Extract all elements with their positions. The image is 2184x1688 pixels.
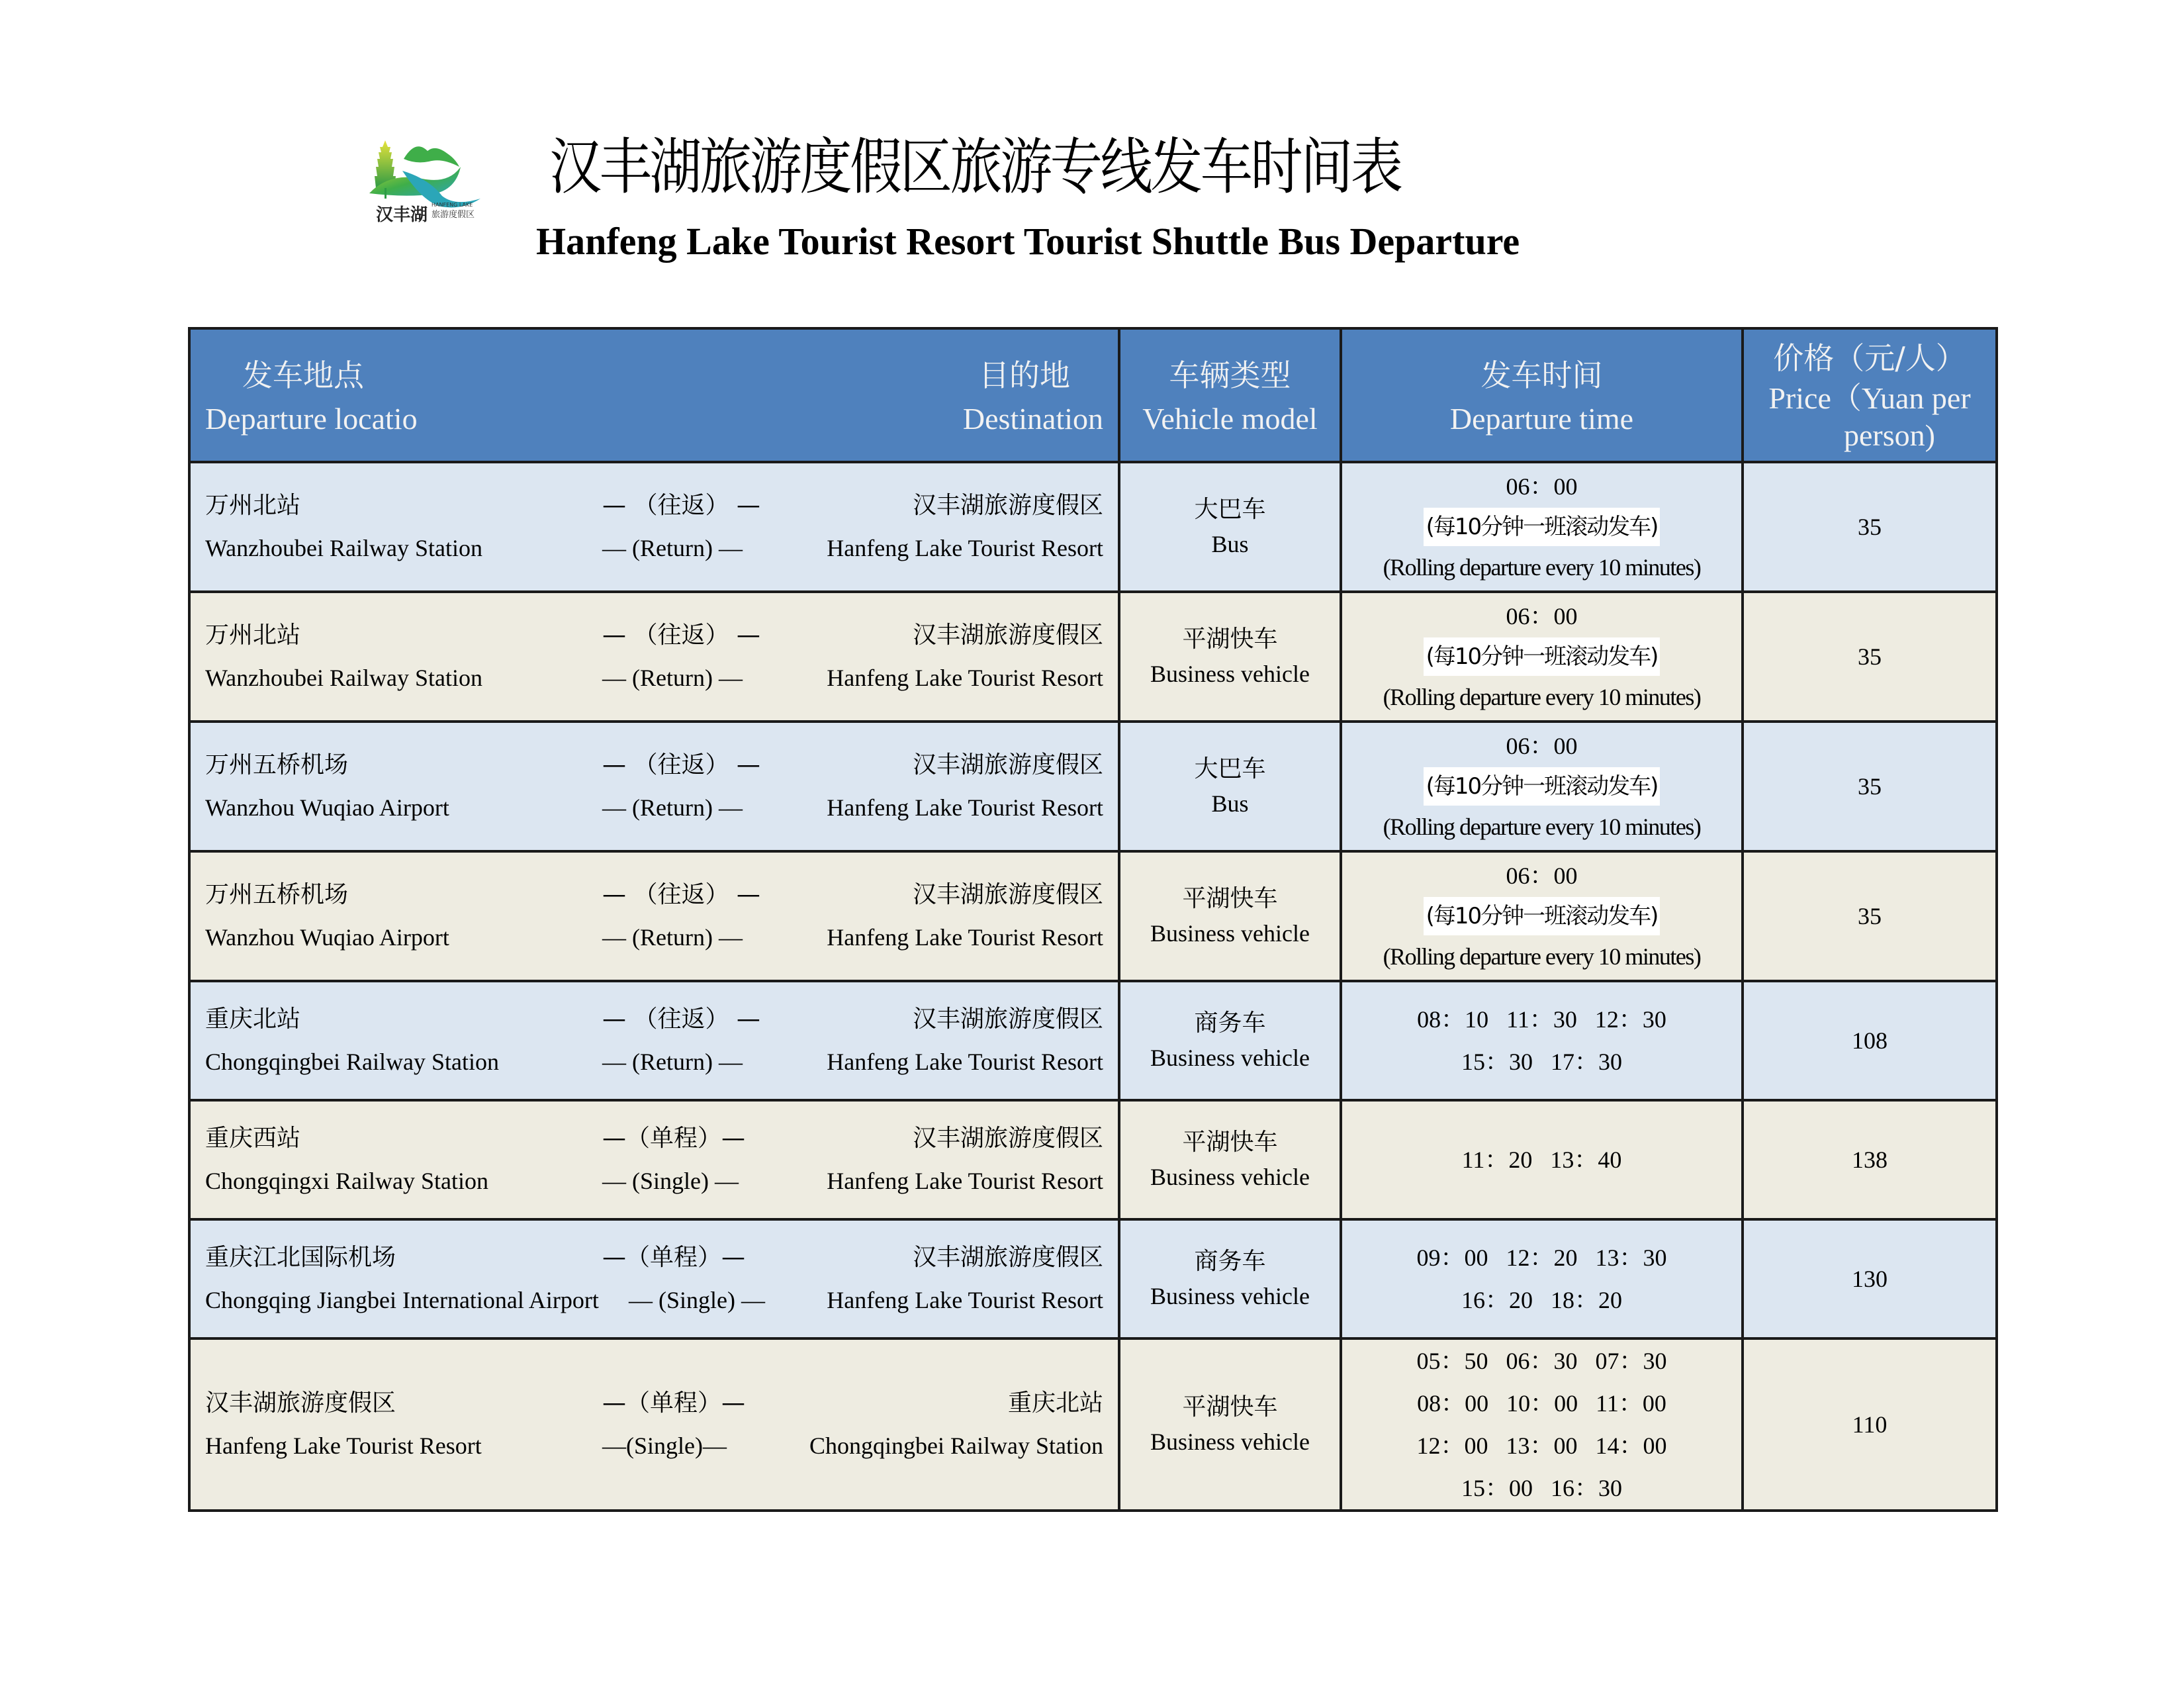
- trip-type-cn: —（单程）—: [602, 1125, 746, 1152]
- origin-en: Chongqingxi Railway Station: [205, 1168, 488, 1194]
- header-price-cn: 价格（元/人）: [1773, 340, 1966, 376]
- departure-time: 05：50 06：30 07：30: [1416, 1348, 1667, 1374]
- trip-type-cn: — （往返） —: [602, 492, 760, 519]
- vehicle-cn: 大巴车: [1194, 496, 1266, 523]
- trip-type-en: — (Return) —: [602, 1049, 743, 1075]
- route-cell: [189, 851, 1119, 981]
- vehicle-en: Business vehicle: [1150, 1429, 1310, 1455]
- header-price: [1743, 328, 1997, 462]
- trip-type-en: — (Return) —: [602, 794, 743, 821]
- departure-time: 06：00: [1506, 863, 1578, 889]
- route-cell: [189, 1219, 1119, 1338]
- route-cell: [189, 1100, 1119, 1219]
- vehicle-en: Business vehicle: [1150, 920, 1310, 947]
- dest-cn: 汉丰湖旅游度假区: [912, 622, 1103, 649]
- trip-type-cn: — （往返） —: [602, 751, 760, 778]
- vehicle-cell: [1119, 1219, 1341, 1338]
- origin-en: Wanzhou Wuqiao Airport: [205, 924, 449, 951]
- header-time-en: Departure time: [1449, 402, 1634, 436]
- header-price-en-2: person): [1844, 418, 1935, 452]
- departure-time-cell: [1341, 981, 1743, 1100]
- page-title-en: Hanfeng Lake Tourist Resort Tourist Shuttle Bus Departure: [536, 220, 1520, 263]
- rolling-note-cn: (每10分钟一班滚动发车): [1424, 508, 1661, 546]
- header-route: [189, 328, 1119, 462]
- trip-type-en: —(Single)—: [602, 1432, 727, 1459]
- dest-en: Hanfeng Lake Tourist Resort: [827, 794, 1103, 821]
- departure-time-cell: [1341, 1100, 1743, 1219]
- dest-cn: 汉丰湖旅游度假区: [912, 1125, 1103, 1152]
- vehicle-en: Bus: [1211, 790, 1249, 817]
- departure-time-cell: [1341, 592, 1743, 722]
- departure-time-cell: [1341, 1219, 1743, 1338]
- header-price-en-1: Price（Yuan per: [1768, 381, 1971, 415]
- departure-time: 09：00 12：20 13：30: [1416, 1244, 1667, 1271]
- trip-type-cn: — （往返） —: [602, 622, 760, 649]
- departure-time: 08：00 10：00 11：00: [1417, 1390, 1666, 1417]
- dest-cn: 汉丰湖旅游度假区: [912, 751, 1103, 778]
- logo-text-cn: 汉丰湖: [376, 205, 428, 225]
- origin-cn: 重庆西站: [205, 1125, 301, 1152]
- price-cell: 35: [1743, 722, 1997, 851]
- header-dest-cn: 目的地: [979, 357, 1070, 393]
- dest-en: Hanfeng Lake Tourist Resort: [827, 1168, 1103, 1194]
- price-cell: 110: [1743, 1338, 1997, 1511]
- trip-type-en: — (Single) —: [602, 1168, 739, 1194]
- trip-type-cn: —（单程）—: [602, 1244, 746, 1271]
- trip-type-cn: — （往返） —: [602, 1006, 760, 1033]
- origin-en: Wanzhoubei Railway Station: [205, 665, 483, 691]
- departure-time-cell: [1341, 851, 1743, 981]
- departure-time: 12：00 13：00 14：00: [1416, 1432, 1667, 1459]
- logo-text-en-block: [432, 201, 475, 221]
- table-row: [189, 592, 1997, 722]
- origin-cn: 重庆江北国际机场: [205, 1244, 396, 1271]
- route-cell: [189, 981, 1119, 1100]
- price-cell: 130: [1743, 1219, 1997, 1338]
- dest-en: Hanfeng Lake Tourist Resort: [827, 665, 1103, 691]
- departure-time: 06：00: [1506, 733, 1578, 759]
- rolling-note-en: (Rolling departure every 10 minutes): [1383, 943, 1701, 970]
- origin-cn: 万州五桥机场: [205, 751, 349, 778]
- origin-cn: 万州五桥机场: [205, 881, 349, 908]
- rolling-note-cn: (每10分钟一班滚动发车): [1424, 637, 1661, 676]
- route-cell: [189, 1338, 1119, 1511]
- origin-cn: 万州北站: [205, 492, 301, 519]
- header-vehicle-cn: 车辆类型: [1169, 357, 1291, 393]
- table-row: [189, 981, 1997, 1100]
- route-cell: [189, 462, 1119, 592]
- vehicle-cn: 平湖快车: [1182, 885, 1278, 912]
- table-row: [189, 722, 1997, 851]
- table-row: [189, 1338, 1997, 1511]
- header-origin-en: Departure locatio: [205, 402, 418, 436]
- vehicle-cell: [1119, 1338, 1341, 1511]
- vehicle-cell: [1119, 722, 1341, 851]
- dest-cn: 汉丰湖旅游度假区: [912, 1006, 1103, 1033]
- schedule-table: [188, 327, 1998, 1512]
- origin-cn: 汉丰湖旅游度假区: [205, 1389, 396, 1417]
- header-time: [1341, 328, 1743, 462]
- vehicle-cn: 商务车: [1194, 1009, 1266, 1037]
- origin-en: Chongqingbei Railway Station: [205, 1049, 499, 1075]
- departure-time: 15：00 16：30: [1461, 1475, 1622, 1501]
- departure-time: 06：00: [1506, 603, 1578, 630]
- departure-time: 15：30 17：30: [1461, 1049, 1622, 1075]
- rolling-note-en: (Rolling departure every 10 minutes): [1383, 814, 1701, 840]
- price-cell: 35: [1743, 592, 1997, 722]
- trip-type-cn: — （往返） —: [602, 881, 760, 908]
- origin-en: Wanzhoubei Railway Station: [205, 535, 483, 561]
- dest-cn: 汉丰湖旅游度假区: [912, 1244, 1103, 1271]
- header-vehicle: [1119, 328, 1341, 462]
- vehicle-cell: [1119, 462, 1341, 592]
- dest-en: Chongqingbei Railway Station: [809, 1432, 1103, 1459]
- vehicle-en: Business vehicle: [1150, 1283, 1310, 1309]
- rolling-note-cn: (每10分钟一班滚动发车): [1424, 897, 1661, 935]
- departure-time-cell: [1341, 1338, 1743, 1511]
- rolling-note-en: (Rolling departure every 10 minutes): [1383, 684, 1701, 710]
- table-row: [189, 1100, 1997, 1219]
- trip-type-cn: —（单程）—: [602, 1389, 746, 1417]
- vehicle-en: Business vehicle: [1150, 661, 1310, 687]
- vehicle-cn: 大巴车: [1194, 755, 1266, 782]
- logo-text: [376, 201, 428, 226]
- vehicle-cn: 平湖快车: [1182, 626, 1278, 653]
- vehicle-en: Business vehicle: [1150, 1045, 1310, 1071]
- price-cell: 35: [1743, 462, 1997, 592]
- departure-time: 11：20 13：40: [1461, 1147, 1622, 1173]
- vehicle-cell: [1119, 981, 1341, 1100]
- vehicle-en: Business vehicle: [1150, 1164, 1310, 1190]
- departure-time-cell: [1341, 722, 1743, 851]
- dest-cn: 重庆北站: [1007, 1389, 1103, 1417]
- dest-en: Hanfeng Lake Tourist Resort: [827, 924, 1103, 951]
- vehicle-cn: 商务车: [1194, 1248, 1266, 1275]
- hanfeng-lake-logo: [363, 132, 488, 225]
- dest-cn: 汉丰湖旅游度假区: [912, 881, 1103, 908]
- dest-en: Hanfeng Lake Tourist Resort: [827, 535, 1103, 561]
- table-row: [189, 462, 1997, 592]
- vehicle-cn: 平湖快车: [1182, 1129, 1278, 1156]
- origin-cn: 万州北站: [205, 622, 301, 649]
- rolling-note-cn: (每10分钟一班滚动发车): [1424, 767, 1661, 806]
- vehicle-cell: [1119, 592, 1341, 722]
- price-cell: 138: [1743, 1100, 1997, 1219]
- trip-type-en: — (Return) —: [602, 665, 743, 691]
- vehicle-cell: [1119, 1100, 1341, 1219]
- dest-en: Hanfeng Lake Tourist Resort: [827, 1287, 1103, 1313]
- departure-time: 16：20 18：20: [1461, 1287, 1622, 1313]
- logo-text-en: HANFENG LAKE: [432, 202, 473, 208]
- origin-en: Chongqing Jiangbei International Airport: [205, 1287, 599, 1313]
- logo-subtext-cn: 旅游度假区: [432, 210, 475, 220]
- origin-en: Wanzhou Wuqiao Airport: [205, 794, 449, 821]
- header-time-cn: 发车时间: [1480, 357, 1603, 393]
- trip-type-en: — (Return) —: [602, 924, 743, 951]
- header-origin-cn: 发车地点: [242, 357, 364, 393]
- dest-en: Hanfeng Lake Tourist Resort: [827, 1049, 1103, 1075]
- page-title-cn: 汉丰湖旅游度假区旅游专线发车时间表: [549, 132, 1401, 203]
- table-row: [189, 1219, 1997, 1338]
- vehicle-en: Bus: [1211, 531, 1249, 557]
- header-dest-en: Destination: [962, 402, 1103, 436]
- route-cell: [189, 722, 1119, 851]
- table-header-row: [189, 328, 1997, 462]
- price-cell: 35: [1743, 851, 1997, 981]
- vehicle-cn: 平湖快车: [1182, 1393, 1278, 1421]
- dest-cn: 汉丰湖旅游度假区: [912, 492, 1103, 519]
- price-cell: 108: [1743, 981, 1997, 1100]
- rolling-note-en: (Rolling departure every 10 minutes): [1383, 554, 1701, 581]
- vehicle-cell: [1119, 851, 1341, 981]
- trip-type-en: — (Single) —: [629, 1287, 765, 1313]
- origin-en: Hanfeng Lake Tourist Resort: [205, 1432, 482, 1459]
- header-vehicle-en: Vehicle model: [1142, 402, 1318, 436]
- table-row: [189, 851, 1997, 981]
- departure-time: 08：10 11：30 12：30: [1417, 1006, 1666, 1033]
- origin-cn: 重庆北站: [205, 1006, 301, 1033]
- departure-time: 06：00: [1506, 473, 1578, 500]
- departure-time-cell: [1341, 462, 1743, 592]
- route-cell: [189, 592, 1119, 722]
- trip-type-en: — (Return) —: [602, 535, 743, 561]
